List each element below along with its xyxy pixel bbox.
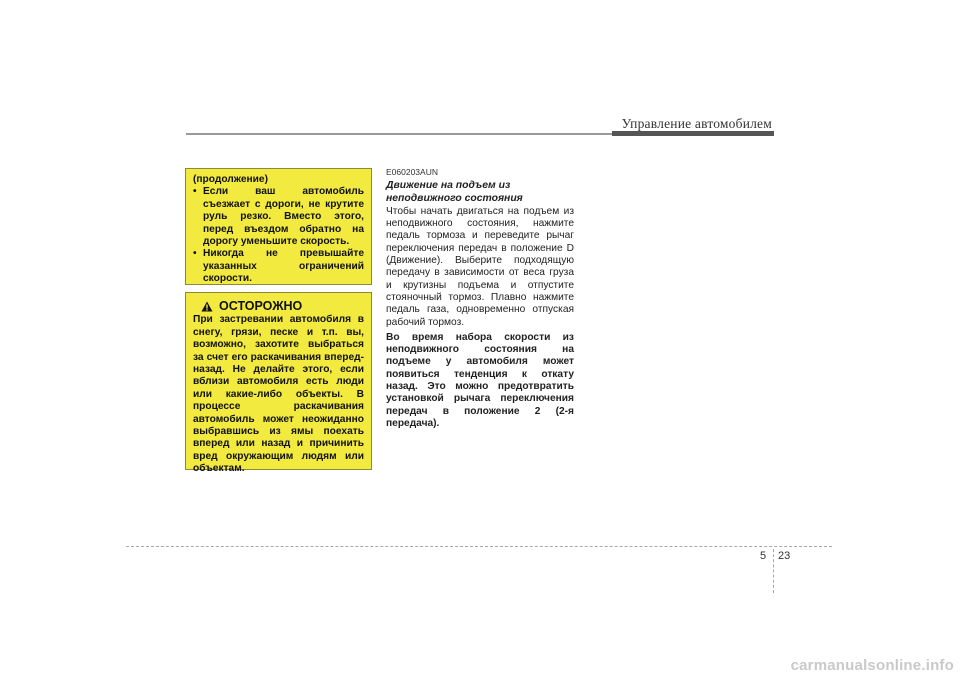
footer-rule xyxy=(126,546,832,547)
header-rule-accent xyxy=(612,131,774,136)
warning-triangle-icon xyxy=(201,301,213,312)
section-paragraph-1: Чтобы начать двигаться на подъем из неподвижного состояния, нажмите педаль тормоза и переведите рычаг переключения передач в положение D (Движение). Выберите подходящую передачу в зависимости от веса груза и крутизны подъема и отпустите стояночный тормоз. Плавно нажмите педаль газа, одновременно отпуская рабочий тормоз. xyxy=(386,205,574,328)
bullet-item xyxy=(193,186,364,248)
continued-label: (продолжение) xyxy=(193,174,268,185)
section-paragraph-2: Во время набора скорости из неподвижного состояния на подъеме у автомобиля может появиться тенденция к откату назад. Это можно предотвратить установкой рычага переключения передач в положение 2 (2-я передача). xyxy=(386,331,574,429)
section-column xyxy=(386,166,574,433)
warning-heading xyxy=(201,300,364,312)
bullet-text: Никогда не превышайте указанных ограничений скорости. xyxy=(203,248,364,285)
section-title: Движение на подъем из неподвижного состояния xyxy=(386,180,523,204)
bullet-dot-icon: • xyxy=(193,186,197,198)
bullet-item xyxy=(193,248,364,285)
bullet-dot-icon: • xyxy=(193,248,197,260)
section-code: E060203AUN xyxy=(386,167,438,177)
page-chapter-number: 5 xyxy=(760,550,767,562)
page-number-separator xyxy=(773,549,774,593)
warning-title: ОСТОРОЖНО xyxy=(219,299,303,313)
continued-notice-box xyxy=(185,168,372,285)
bullet-text: Если ваш автомобиль съезжает с дороги, не крутите руль резко. Вместо этого, перед въездом обратно на дорогу уменьшите скорость. xyxy=(203,186,364,248)
warning-body: При застревании автомобиля в снегу, грязи, песке и т.п. вы, возможно, захотите выбраться за счет его раскачивания вперед-назад. Не делайте этого, если вблизи автомобиля есть люди или какие-либо объекты. В процессе раскачивания автомобиль может неожиданно выбравшись из ямы поехать вперед или назад и причинить вред окружающим людям или объектам. xyxy=(193,314,364,475)
page-number: 23 xyxy=(778,550,791,562)
warning-box xyxy=(185,292,372,475)
page-header-title: Управление автомобилем xyxy=(621,116,772,131)
watermark-text: carmanualsonline.info xyxy=(790,657,954,674)
